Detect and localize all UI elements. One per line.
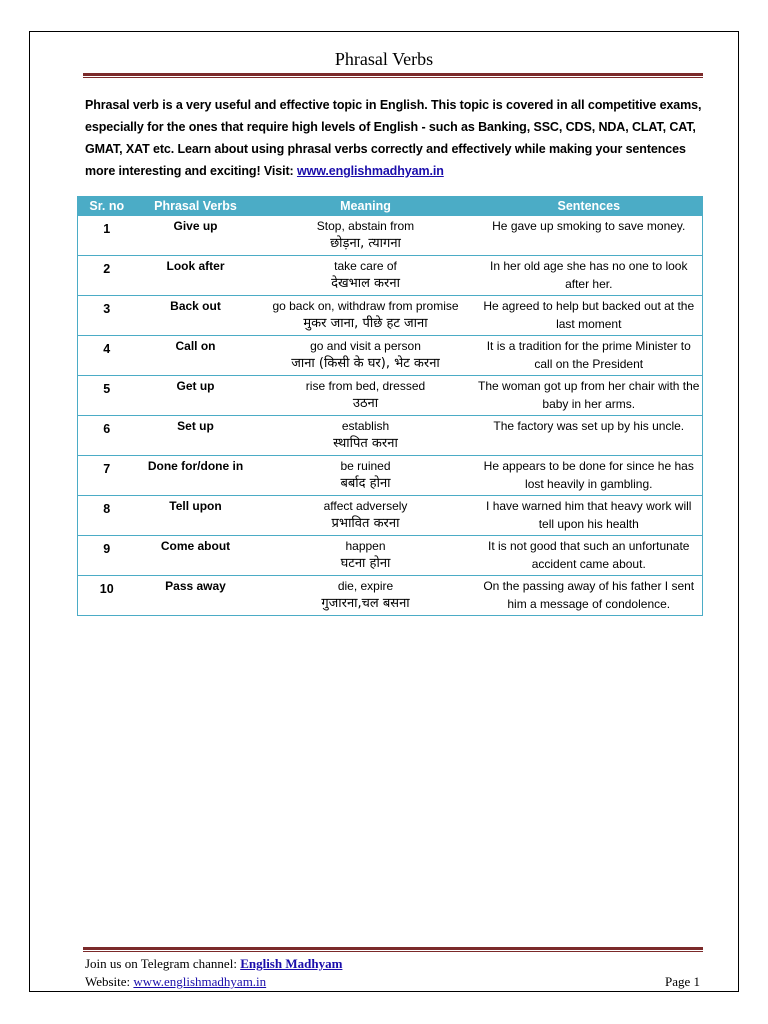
example-sentence: On the passing away of his father I sent him a message of condolence. [476,576,703,616]
meaning-cell [256,416,476,456]
header-sr-no: Sr. no [78,196,136,216]
table-header-row [78,196,703,216]
header-phrasal-verbs: Phrasal Verbs [136,196,256,216]
footer-telegram-line [85,955,700,973]
example-sentence: It is a tradition for the prime Minister to call on the President [476,336,703,376]
header-meaning: Meaning [256,196,476,216]
meaning-english: take care of [334,259,397,273]
table-row [78,456,703,496]
table-row [78,496,703,536]
example-sentence: I have warned him that heavy work will tell upon his health [476,496,703,536]
row-number: 1 [78,216,136,256]
title-divider-thin [83,77,703,78]
row-number: 2 [78,256,136,296]
title-divider [83,73,703,76]
row-number: 3 [78,296,136,336]
table-row [78,256,703,296]
meaning-cell [256,456,476,496]
header-sentences: Sentences [476,196,703,216]
row-number: 10 [78,576,136,616]
phrasal-verb: Come about [136,536,256,576]
meaning-hindi: गुजारना,चल बसना [321,596,410,611]
meaning-cell [256,376,476,416]
phrasal-verb: Tell upon [136,496,256,536]
table-row [78,216,703,256]
example-sentence: In her old age she has no one to look after her. [476,256,703,296]
row-number: 6 [78,416,136,456]
meaning-english: affect adversely [323,499,408,513]
row-number: 5 [78,376,136,416]
row-number: 4 [78,336,136,376]
example-sentence: The woman got up from her chair with the baby in her arms. [476,376,703,416]
row-number: 9 [78,536,136,576]
meaning-hindi: मुकर जाना, पीछे हट जाना [303,316,428,331]
intro-paragraph [85,94,705,182]
table-row [78,576,703,616]
meaning-cell [256,256,476,296]
row-number: 8 [78,496,136,536]
meaning-cell [256,336,476,376]
page-number: Page 1 [664,974,700,989]
phrasal-verb: Look after [136,256,256,296]
meaning-english: Stop, abstain from [316,219,415,233]
table-row [78,336,703,376]
meaning-hindi: घटना होना [340,556,391,571]
meaning-cell [256,216,476,256]
meaning-cell [256,576,476,616]
meaning-hindi: बर्बाद होना [340,476,391,491]
page-title: Phrasal Verbs [334,49,434,69]
footer-website-line [85,973,700,991]
footer-divider [83,947,703,950]
meaning-cell [256,296,476,336]
meaning-hindi: जाना (किसी के घर), भेट करना [291,356,440,371]
footer-website-label: Website: [85,974,134,989]
phrasal-verbs-table [77,196,703,616]
row-number: 7 [78,456,136,496]
phrasal-verb: Get up [136,376,256,416]
footer [85,955,700,991]
phrasal-verb: Call on [136,336,256,376]
meaning-english: happen [345,539,386,553]
table-row [78,536,703,576]
meaning-hindi: प्रभावित करना [331,516,400,531]
meaning-english: go back on, withdraw from promise [272,299,459,313]
meaning-cell [256,496,476,536]
meaning-english: establish [341,419,390,433]
meaning-cell [256,536,476,576]
meaning-english: be ruined [340,459,391,473]
table-row [78,376,703,416]
footer-website-link[interactable]: www.englishmadhyam.in [133,974,267,989]
phrasal-verb: Set up [136,416,256,456]
meaning-hindi: उठना [352,396,379,411]
telegram-channel-link[interactable]: English Madhyam [240,956,343,971]
meaning-hindi: देखभाल करना [331,276,400,291]
footer-telegram-label: Join us on Telegram channel: [85,956,241,971]
table-row [78,416,703,456]
meaning-english: go and visit a person [310,339,421,353]
phrasal-verb: Pass away [136,576,256,616]
intro-text: Phrasal verb is a very useful and effective topic in English. This topic is covered in all competitive exams, especially for the ones that require high levels of English - such as Banking, SSC, CDS, NDA, CLAT, CAT, GMAT, XAT etc. Learn about using phrasal verbs correctly and effectively while making your sentences more interesting and exciting! Visit: [85,98,702,178]
meaning-english: die, expire [337,579,394,593]
example-sentence: The factory was set up by his uncle. [476,416,703,456]
meaning-hindi: स्थापित करना [333,436,398,451]
example-sentence: He appears to be done for since he has lost heavily in gambling. [476,456,703,496]
table-row [78,296,703,336]
phrasal-verb: Done for/done in [136,456,256,496]
phrasal-verb: Back out [136,296,256,336]
meaning-hindi: छोड़ना, त्यागना [330,236,401,251]
meaning-english: rise from bed, dressed [305,379,426,393]
intro-website-link[interactable]: www.englishmadhyam.in [296,164,444,178]
example-sentence: It is not good that such an unfortunate accident came about. [476,536,703,576]
example-sentence: He agreed to help but backed out at the last moment [476,296,703,336]
phrasal-verb: Give up [136,216,256,256]
example-sentence: He gave up smoking to save money. [476,216,703,256]
footer-divider-thin [83,951,703,952]
